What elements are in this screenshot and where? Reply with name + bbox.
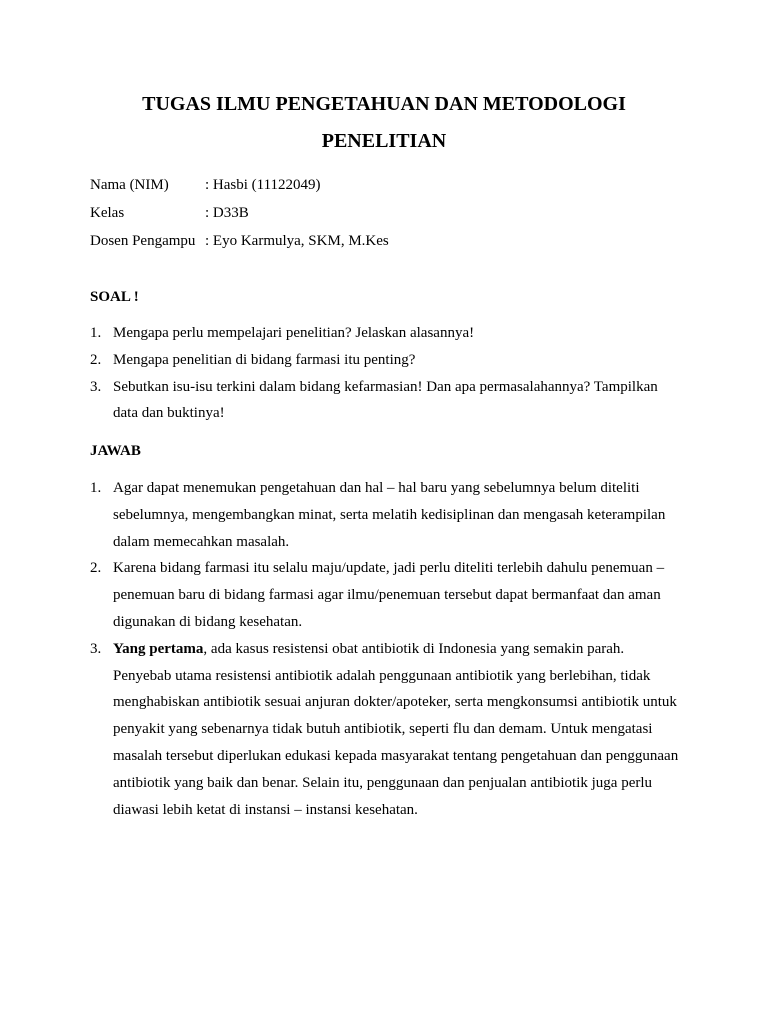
title-line-1: TUGAS ILMU PENGETAHUAN DAN METODOLOGI: [142, 93, 626, 115]
list-text-body: Karena bidang farmasi itu selalu maju/update, jadi perlu diteliti terlebih dahulu penemuan – penemuan baru di bidang farmasi agar ilmu/penemuan tersebut dapat bermanfaat dan aman digunakan di bidang kesehatan.: [113, 560, 665, 630]
list-text: Mengapa perlu mempelajari penelitian? Jelaskan alasannya!: [113, 325, 475, 341]
list-item: [90, 555, 680, 635]
list-text: [113, 636, 680, 824]
list-item: [90, 475, 680, 555]
info-row-dosen: [90, 227, 389, 255]
jawab-list: [90, 475, 680, 823]
info-label: Dosen Pengampu: [90, 233, 196, 249]
list-number: 3.: [90, 378, 102, 395]
list-number: 2.: [90, 351, 102, 368]
list-text-body: Agar dapat menemukan pengetahuan dan hal – hal baru yang sebelumnya belum diteliti sebelumnya, mengembangkan minat, serta melatih kedisiplinan dan mengasah keterampilan dalam memecahkan masalah.: [113, 480, 666, 550]
list-item: [90, 320, 680, 347]
info-row-nama: [90, 171, 389, 199]
info-value: : Eyo Karmulya, SKM, M.Kes: [205, 233, 389, 249]
student-info: [90, 171, 389, 255]
list-number: 3.: [90, 640, 102, 657]
soal-heading: SOAL !: [90, 289, 139, 305]
title-line-2: PENELITIAN: [321, 130, 447, 152]
info-label: Kelas: [90, 205, 125, 221]
list-item: [90, 347, 680, 374]
list-item: [90, 374, 680, 428]
list-text: [113, 555, 680, 635]
list-item: [90, 636, 680, 824]
jawab-heading: JAWAB: [90, 443, 141, 459]
info-label: Nama (NIM): [90, 177, 169, 193]
soal-list: [90, 320, 680, 427]
list-text: Mengapa penelitian di bidang farmasi itu penting?: [113, 351, 416, 368]
document-title: [90, 86, 678, 160]
list-number: 1.: [90, 480, 102, 496]
info-value: : D33B: [205, 205, 249, 221]
info-row-kelas: [90, 199, 389, 227]
info-value: : Hasbi (11122049): [205, 177, 321, 193]
list-number: 2.: [90, 560, 102, 577]
list-text-bold: Yang pertama: [113, 640, 204, 657]
list-text: Sebutkan isu-isu terkini dalam bidang kefarmasian! Dan apa permasalahannya? Tampilkan data dan buktinya!: [113, 378, 658, 422]
list-number: 1.: [90, 325, 102, 341]
list-text: [113, 475, 680, 555]
list-text-body: , ada kasus resistensi obat antibiotik di Indonesia yang semakin parah. Penyebab utama resistensi antibiotik adalah penggunaan antibiotik yang berlebihan, tidak menghabiskan antibiotik sesuai anjuran dokter/apoteker, serta mengkonsumsi antibiotik untuk penyakit yang sebenarnya tidak butuh antibiotik, seperti flu dan demam. Untuk mengatasi masalah tersebut diperlukan edukasi kepada masyarakat tentang pengetahuan dan penggunaan antibiotik yang baik dan benar. Selain itu, penggunaan dan penjualan antibiotik juga perlu diawasi lebih ketat di instansi – instansi kesehatan.: [113, 640, 679, 818]
